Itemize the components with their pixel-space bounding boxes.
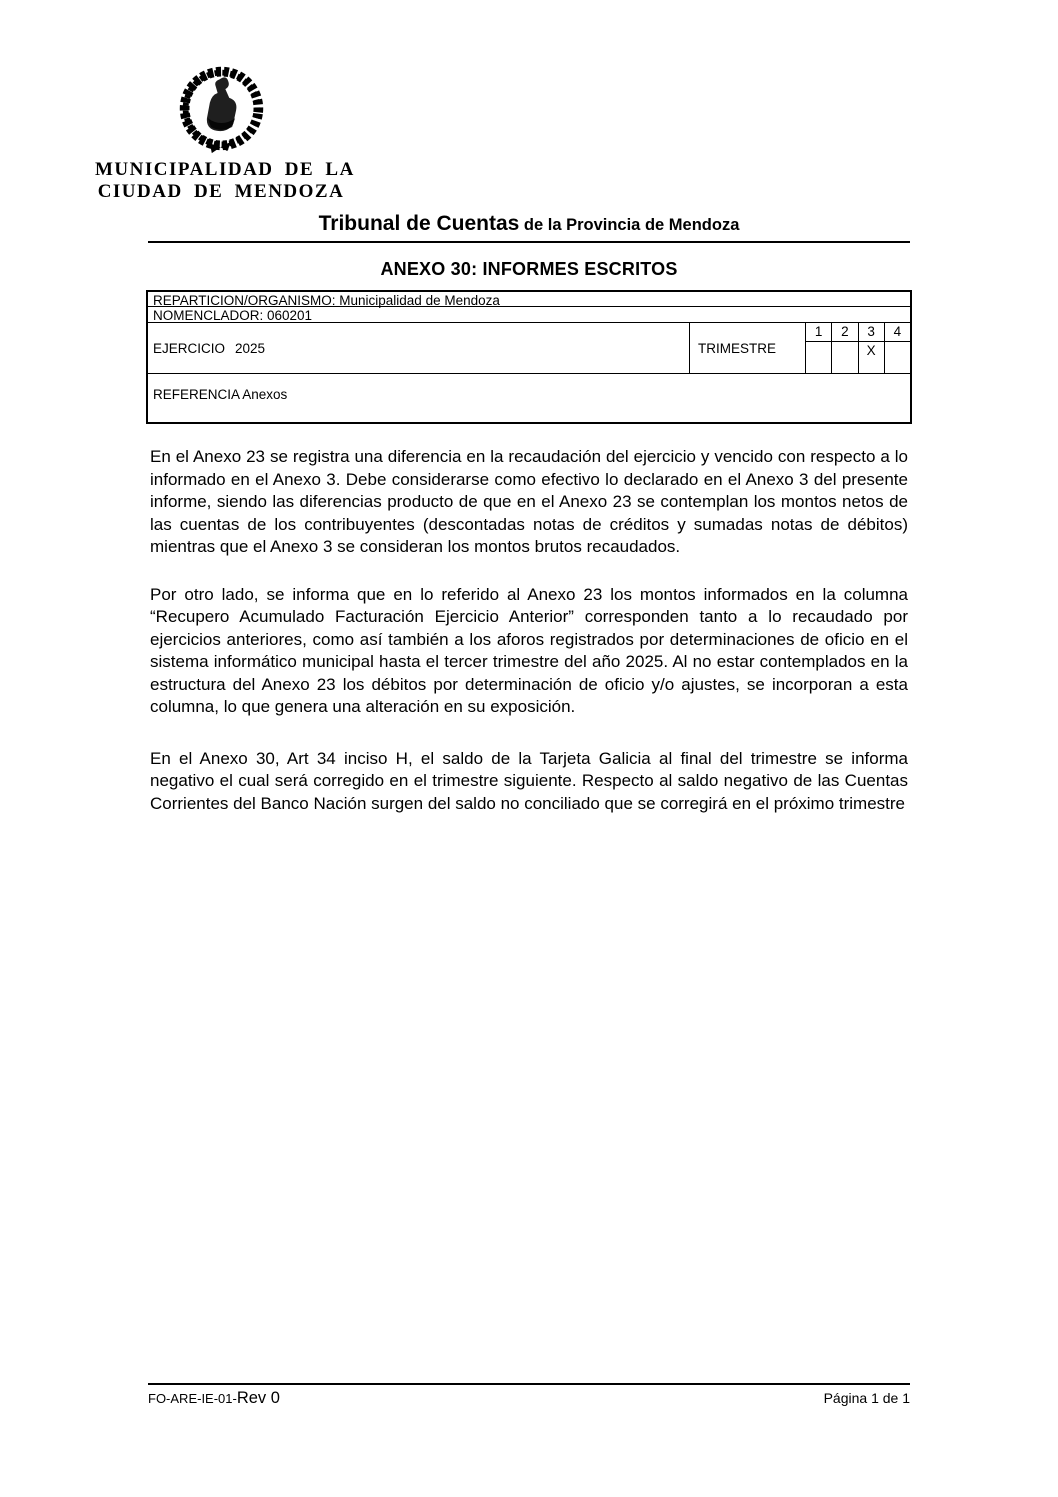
trimestre-col-header: 2: [832, 323, 857, 342]
municipal-crest-icon: [173, 60, 270, 157]
brand-block: [95, 60, 355, 203]
header-title: Tribunal de Cuentas: [318, 212, 520, 235]
document-body: [150, 446, 908, 840]
trimestre-col-2: [831, 323, 857, 373]
trimestre-checkbox-2: [832, 342, 857, 373]
form-row-nomenclador: NOMENCLADOR: 060201: [148, 307, 910, 323]
trimestre-col-3: [858, 323, 884, 373]
trimestre-col-header: 3: [859, 323, 884, 342]
trimestre-col-1: [805, 323, 831, 373]
trimestre-grid: [805, 323, 910, 373]
form-revision: Rev 0: [236, 1389, 280, 1407]
form-row-ejercicio-trimestre: [148, 323, 910, 374]
trimestre-checkbox-4: [885, 342, 910, 373]
paragraph-tarjeta-galicia: En el Anexo 30, Art 34 inciso H, el saldo de la Tarjeta Galicia al final del trimestre se informa negativo el cual será corregido en el trimestre siguiente. Respecto al saldo negativo de las Cuentas Corrientes del Banco Nación surgen del saldo no conciliado que se corregirá en el próximo trimestre: [150, 748, 908, 813]
trimestre-col-4: [884, 323, 910, 373]
ejercicio-cell: [148, 323, 690, 373]
org-name-line2: CIUDAD DE MENDOZA: [97, 181, 345, 202]
header-subtitle: de la Provincia de Mendoza: [519, 216, 740, 234]
trimestre-checkbox-3-marked: X: [866, 343, 876, 358]
paragraph-recupero-acumulado: Por otro lado, se informa que en lo referido al Anexo 23 los montos informados en la columna “Recupero Acumulado Facturación Ejercicio Anterior” corresponden tanto a lo recaudado por ejercicios anteriores, como así también a los aforos registrados por determinaciones de oficio en el sistema informático municipal hasta el tercer trimestre del año 2025. Al no estar contemplados en la estructura del Anexo 23 los débitos por determinación de oficio y/o ajustes, se incorporan a esta columna, lo que genera una alteración en su exposición.: [150, 584, 908, 716]
paragraph-anexo23-diferencia: En el Anexo 23 se registra una diferencia en la recaudación del ejercicio y vencido con respecto a lo informado en el Anexo 3. Debe considerarse como efectivo lo declarado en el Anexo 3 del presente informe, siendo las diferencias producto de que en el Anexo 23 se contemplan los montos netos de las cuentas de los contribuyentes (descontadas notas de créditos y sumadas notas de débitos) mientras que el Anexo 3 se consideran los montos brutos recaudados.: [150, 447, 908, 556]
ejercicio-value: 2025: [235, 340, 266, 356]
section-title: ANEXO 30: INFORMES ESCRITOS: [380, 259, 678, 279]
org-name-line1: MUNICIPALIDAD DE LA: [95, 159, 355, 180]
trimestre-col-header: 4: [885, 323, 910, 342]
form-row-referencia: REFERENCIA Anexos: [153, 387, 288, 402]
ejercicio-label: EJERCICIO: [153, 340, 226, 356]
trimestre-checkbox-1: [806, 342, 831, 373]
document-header: [148, 212, 910, 243]
form-code: FO-ARE-IE-01-: [148, 1391, 237, 1406]
page-footer: [148, 1383, 910, 1408]
page-number: Página 1 de 1: [823, 1390, 910, 1406]
form-row-reparticion: REPARTICION/ORGANISMO: Municipalidad de Mendoza: [148, 292, 910, 307]
trimestre-label-cell: [690, 323, 805, 373]
trimestre-col-header: 1: [806, 323, 831, 342]
trimestre-label: TRIMESTRE: [698, 340, 777, 356]
footer-form-code: [148, 1389, 280, 1408]
form-header-table: [146, 290, 912, 424]
